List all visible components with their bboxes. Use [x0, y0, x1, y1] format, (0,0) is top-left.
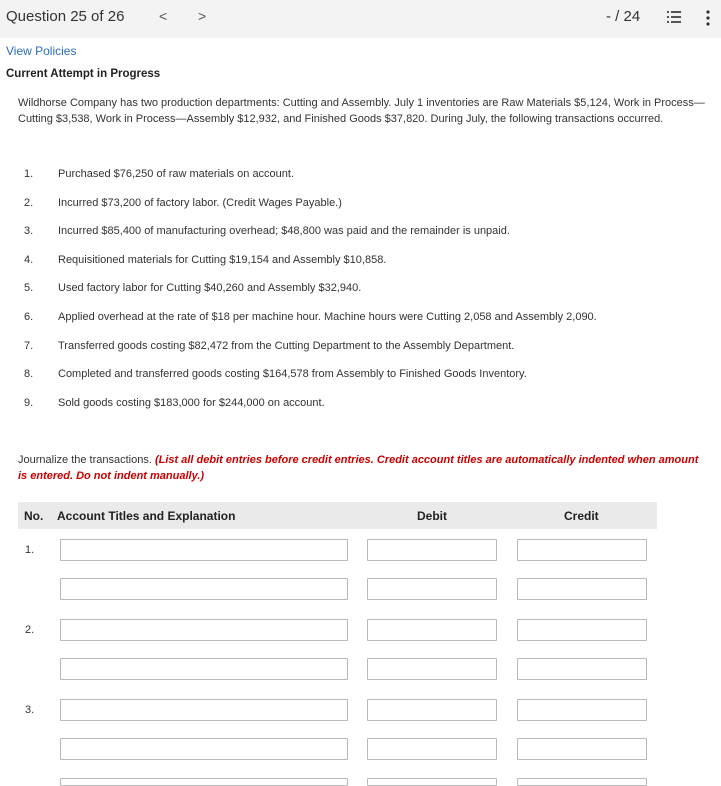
- account-title-input[interactable]: [60, 738, 348, 760]
- credit-input[interactable]: [517, 539, 647, 561]
- more-options-icon[interactable]: [705, 8, 711, 28]
- account-title-input[interactable]: [60, 619, 348, 641]
- entry-number: 2.: [25, 624, 35, 636]
- transaction-number: 2.: [24, 196, 34, 209]
- credit-input[interactable]: [517, 658, 647, 680]
- transaction-number: 8.: [24, 368, 34, 381]
- header-debit: Debit: [417, 509, 447, 523]
- debit-input[interactable]: [367, 778, 497, 786]
- credit-input[interactable]: [517, 619, 647, 641]
- transaction-number: 4.: [24, 253, 34, 266]
- header-no: No.: [24, 509, 44, 523]
- attempt-status: Current Attempt in Progress: [6, 68, 161, 80]
- debit-input[interactable]: [367, 738, 497, 760]
- debit-input[interactable]: [367, 578, 497, 600]
- transaction-number: 6.: [24, 311, 34, 323]
- transaction-text: Applied overhead at the rate of $18 per machine hour. Machine hours were Cutting 2,058 and Assembly 2,090.: [58, 311, 597, 323]
- view-policies-link[interactable]: View Policies: [6, 44, 77, 58]
- transaction-number: 7.: [24, 339, 34, 352]
- credit-input[interactable]: [517, 578, 647, 600]
- instructions-note: (List all debit entries before credit entries. Credit account titles are automatically indented when amount is entered. Do not indent manually.): [18, 454, 699, 482]
- entry-number: 3.: [25, 704, 35, 716]
- transaction-text: Incurred $85,400 of manufacturing overhead; $48,800 was paid and the remainder is unpaid.: [58, 225, 510, 238]
- account-title-input[interactable]: [60, 699, 348, 721]
- journal-table-header: [18, 502, 657, 529]
- header-credit: Credit: [564, 509, 599, 523]
- debit-input[interactable]: [367, 619, 497, 641]
- debit-input[interactable]: [367, 699, 497, 721]
- problem-statement: Wildhorse Company has two production departments: Cutting and Assembly. July 1 inventories are Raw Materials $5,124, Work in Process—Cutting $3,538, Work in Process—Assembly $12,932, and Finished Goods $37,820. During July, the following transactions occurred.: [18, 97, 705, 125]
- instructions-text: Journalize the transactions.: [18, 454, 155, 466]
- transaction-text: Sold goods costing $183,000 for $244,000 on account.: [58, 396, 325, 409]
- transaction-text: Transferred goods costing $82,472 from the Cutting Department to the Assembly Department.: [58, 339, 515, 352]
- question-list-icon[interactable]: [667, 10, 681, 24]
- journalize-instructions: [18, 452, 708, 484]
- transaction-text: Completed and transferred goods costing $164,578 from Assembly to Finished Goods Inventory.: [58, 368, 527, 381]
- transaction-text: Purchased $76,250 of raw materials on account.: [58, 168, 295, 180]
- account-title-input[interactable]: [60, 778, 348, 786]
- entry-number: 1.: [25, 544, 35, 556]
- debit-input[interactable]: [367, 539, 497, 561]
- question-header-bar: [0, 0, 721, 38]
- score-display: - / 24: [606, 8, 641, 25]
- transaction-number: 9.: [24, 396, 34, 409]
- account-title-input[interactable]: [60, 539, 348, 561]
- transaction-number: 1.: [24, 168, 34, 180]
- transaction-text: Requisitioned materials for Cutting $19,154 and Assembly $10,858.: [58, 253, 387, 266]
- transaction-text: Used factory labor for Cutting $40,260 and Assembly $32,940.: [58, 282, 362, 295]
- debit-input[interactable]: [367, 658, 497, 680]
- credit-input[interactable]: [517, 738, 647, 760]
- transaction-number: 5.: [24, 282, 34, 295]
- question-counter: Question 25 of 26: [6, 8, 125, 25]
- previous-question-button[interactable]: <: [159, 8, 168, 24]
- transaction-number: 3.: [24, 225, 34, 238]
- credit-input[interactable]: [517, 699, 647, 721]
- account-title-input[interactable]: [60, 578, 348, 600]
- header-account-titles: Account Titles and Explanation: [57, 509, 236, 523]
- account-title-input[interactable]: [60, 658, 348, 680]
- credit-input[interactable]: [517, 778, 647, 786]
- next-question-button[interactable]: >: [198, 8, 207, 24]
- transaction-text: Incurred $73,200 of factory labor. (Credit Wages Payable.): [58, 196, 342, 209]
